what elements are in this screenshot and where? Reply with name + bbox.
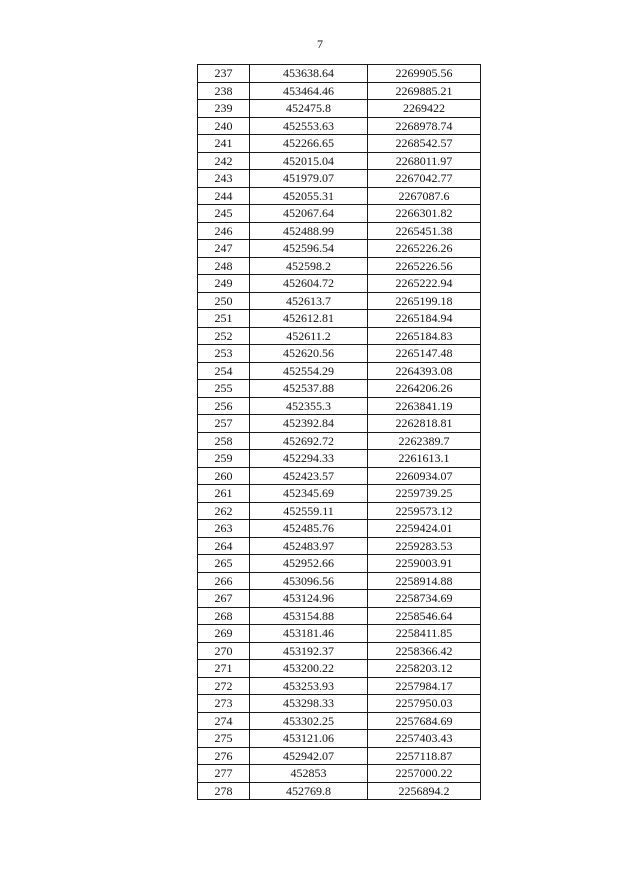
y-coordinate-cell: 2267042.77 [368, 170, 481, 188]
x-coordinate-cell: 453200.22 [250, 660, 368, 678]
point-number-cell: 239 [198, 100, 250, 118]
x-coordinate-cell: 452392.84 [250, 415, 368, 433]
y-coordinate-cell: 2259424.01 [368, 520, 481, 538]
point-number-cell: 263 [198, 520, 250, 538]
x-coordinate-cell: 453181.46 [250, 625, 368, 643]
point-number-cell: 271 [198, 660, 250, 678]
x-coordinate-cell: 453154.88 [250, 607, 368, 625]
y-coordinate-cell: 2257950.03 [368, 695, 481, 713]
y-coordinate-cell: 2264393.08 [368, 362, 481, 380]
table-row [198, 572, 481, 590]
table-row [198, 380, 481, 398]
y-coordinate-cell: 2265184.94 [368, 310, 481, 328]
x-coordinate-cell: 453298.33 [250, 695, 368, 713]
x-coordinate-cell: 452598.2 [250, 257, 368, 275]
y-coordinate-cell: 2256894.2 [368, 782, 481, 800]
point-number-cell: 260 [198, 467, 250, 485]
point-number-cell: 238 [198, 82, 250, 100]
point-number-cell: 237 [198, 65, 250, 83]
table-row [198, 520, 481, 538]
table-row [198, 397, 481, 415]
table-row [198, 555, 481, 573]
x-coordinate-cell: 452613.7 [250, 292, 368, 310]
y-coordinate-cell: 2265451.38 [368, 222, 481, 240]
x-coordinate-cell: 452055.31 [250, 187, 368, 205]
x-coordinate-cell: 451979.07 [250, 170, 368, 188]
table-row [198, 677, 481, 695]
table-row [198, 467, 481, 485]
table-row [198, 642, 481, 660]
y-coordinate-cell: 2257000.22 [368, 765, 481, 783]
x-coordinate-cell: 453124.96 [250, 590, 368, 608]
table-row [198, 65, 481, 83]
point-number-cell: 251 [198, 310, 250, 328]
y-coordinate-cell: 2262389.7 [368, 432, 481, 450]
point-number-cell: 259 [198, 450, 250, 468]
table-row [198, 82, 481, 100]
table-row [198, 135, 481, 153]
table-row [198, 362, 481, 380]
point-number-cell: 257 [198, 415, 250, 433]
point-number-cell: 243 [198, 170, 250, 188]
table-row [198, 712, 481, 730]
x-coordinate-cell: 452423.57 [250, 467, 368, 485]
x-coordinate-cell: 452559.11 [250, 502, 368, 520]
x-coordinate-cell: 452015.04 [250, 152, 368, 170]
x-coordinate-cell: 452620.56 [250, 345, 368, 363]
point-number-cell: 272 [198, 677, 250, 695]
table-row [198, 747, 481, 765]
y-coordinate-cell: 2260934.07 [368, 467, 481, 485]
y-coordinate-cell: 2265184.83 [368, 327, 481, 345]
point-number-cell: 270 [198, 642, 250, 660]
table-row [198, 450, 481, 468]
y-coordinate-cell: 2259573.12 [368, 502, 481, 520]
table-row [198, 782, 481, 800]
point-number-cell: 258 [198, 432, 250, 450]
x-coordinate-cell: 452485.76 [250, 520, 368, 538]
point-number-cell: 245 [198, 205, 250, 223]
point-number-cell: 267 [198, 590, 250, 608]
point-number-cell: 274 [198, 712, 250, 730]
table-row [198, 222, 481, 240]
table-row [198, 345, 481, 363]
x-coordinate-cell: 452355.3 [250, 397, 368, 415]
table-row [198, 625, 481, 643]
point-number-cell: 246 [198, 222, 250, 240]
table-row [198, 257, 481, 275]
x-coordinate-cell: 452537.88 [250, 380, 368, 398]
y-coordinate-cell: 2257684.69 [368, 712, 481, 730]
y-coordinate-cell: 2265199.18 [368, 292, 481, 310]
page-number: 7 [317, 37, 323, 51]
x-coordinate-cell: 452952.66 [250, 555, 368, 573]
y-coordinate-cell: 2267087.6 [368, 187, 481, 205]
table-row [198, 275, 481, 293]
point-number-cell: 240 [198, 117, 250, 135]
y-coordinate-cell: 2269905.56 [368, 65, 481, 83]
x-coordinate-cell: 452488.99 [250, 222, 368, 240]
x-coordinate-cell: 452612.81 [250, 310, 368, 328]
table-row [198, 152, 481, 170]
table-row [198, 170, 481, 188]
y-coordinate-cell: 2263841.19 [368, 397, 481, 415]
y-coordinate-cell: 2258914.88 [368, 572, 481, 590]
x-coordinate-cell: 452483.97 [250, 537, 368, 555]
table-row [198, 590, 481, 608]
point-number-cell: 250 [198, 292, 250, 310]
table-row [198, 100, 481, 118]
point-number-cell: 256 [198, 397, 250, 415]
table-row [198, 502, 481, 520]
x-coordinate-cell: 452553.63 [250, 117, 368, 135]
x-coordinate-cell: 453302.25 [250, 712, 368, 730]
table-row [198, 730, 481, 748]
y-coordinate-cell: 2259739.25 [368, 485, 481, 503]
point-number-cell: 275 [198, 730, 250, 748]
x-coordinate-cell: 453464.46 [250, 82, 368, 100]
y-coordinate-cell: 2268978.74 [368, 117, 481, 135]
x-coordinate-cell: 453253.93 [250, 677, 368, 695]
point-number-cell: 277 [198, 765, 250, 783]
table-row [198, 765, 481, 783]
point-number-cell: 241 [198, 135, 250, 153]
point-number-cell: 268 [198, 607, 250, 625]
y-coordinate-cell: 2265226.26 [368, 240, 481, 258]
table-row [198, 537, 481, 555]
x-coordinate-cell: 452942.07 [250, 747, 368, 765]
point-number-cell: 262 [198, 502, 250, 520]
y-coordinate-cell: 2264206.26 [368, 380, 481, 398]
y-coordinate-cell: 2262818.81 [368, 415, 481, 433]
y-coordinate-cell: 2265222.94 [368, 275, 481, 293]
y-coordinate-cell: 2258546.64 [368, 607, 481, 625]
table-row [198, 660, 481, 678]
table-row [198, 205, 481, 223]
x-coordinate-cell: 452345.69 [250, 485, 368, 503]
x-coordinate-cell: 452266.65 [250, 135, 368, 153]
point-number-cell: 273 [198, 695, 250, 713]
y-coordinate-cell: 2258203.12 [368, 660, 481, 678]
y-coordinate-cell: 2258734.69 [368, 590, 481, 608]
y-coordinate-cell: 2257403.43 [368, 730, 481, 748]
point-number-cell: 265 [198, 555, 250, 573]
table-row [198, 117, 481, 135]
y-coordinate-cell: 2268542.57 [368, 135, 481, 153]
x-coordinate-cell: 453638.64 [250, 65, 368, 83]
y-coordinate-cell: 2261613.1 [368, 450, 481, 468]
point-number-cell: 255 [198, 380, 250, 398]
y-coordinate-cell: 2258411.85 [368, 625, 481, 643]
x-coordinate-cell: 452692.72 [250, 432, 368, 450]
x-coordinate-cell: 452554.29 [250, 362, 368, 380]
table-row [198, 607, 481, 625]
y-coordinate-cell: 2257984.17 [368, 677, 481, 695]
point-number-cell: 261 [198, 485, 250, 503]
y-coordinate-cell: 2265226.56 [368, 257, 481, 275]
x-coordinate-cell: 453192.37 [250, 642, 368, 660]
x-coordinate-cell: 452475.8 [250, 100, 368, 118]
x-coordinate-cell: 452596.54 [250, 240, 368, 258]
x-coordinate-cell: 452294.33 [250, 450, 368, 468]
table-row [198, 485, 481, 503]
point-number-cell: 247 [198, 240, 250, 258]
y-coordinate-cell: 2258366.42 [368, 642, 481, 660]
x-coordinate-cell: 453121.06 [250, 730, 368, 748]
coordinates-table [197, 64, 481, 800]
point-number-cell: 276 [198, 747, 250, 765]
x-coordinate-cell: 452611.2 [250, 327, 368, 345]
table-row [198, 187, 481, 205]
table-row [198, 415, 481, 433]
y-coordinate-cell: 2266301.82 [368, 205, 481, 223]
table-row [198, 695, 481, 713]
y-coordinate-cell: 2259283.53 [368, 537, 481, 555]
y-coordinate-cell: 2265147.48 [368, 345, 481, 363]
coordinates-table-body [198, 65, 481, 800]
x-coordinate-cell: 452604.72 [250, 275, 368, 293]
point-number-cell: 266 [198, 572, 250, 590]
point-number-cell: 253 [198, 345, 250, 363]
point-number-cell: 264 [198, 537, 250, 555]
point-number-cell: 244 [198, 187, 250, 205]
y-coordinate-cell: 2269885.21 [368, 82, 481, 100]
point-number-cell: 249 [198, 275, 250, 293]
table-row [198, 327, 481, 345]
x-coordinate-cell: 452067.64 [250, 205, 368, 223]
table-row [198, 432, 481, 450]
table-row [198, 310, 481, 328]
x-coordinate-cell: 453096.56 [250, 572, 368, 590]
y-coordinate-cell: 2259003.91 [368, 555, 481, 573]
table-row [198, 292, 481, 310]
point-number-cell: 252 [198, 327, 250, 345]
y-coordinate-cell: 2269422 [368, 100, 481, 118]
point-number-cell: 278 [198, 782, 250, 800]
point-number-cell: 269 [198, 625, 250, 643]
x-coordinate-cell: 452769.8 [250, 782, 368, 800]
x-coordinate-cell: 452853 [250, 765, 368, 783]
point-number-cell: 242 [198, 152, 250, 170]
point-number-cell: 248 [198, 257, 250, 275]
y-coordinate-cell: 2257118.87 [368, 747, 481, 765]
point-number-cell: 254 [198, 362, 250, 380]
table-row [198, 240, 481, 258]
y-coordinate-cell: 2268011.97 [368, 152, 481, 170]
